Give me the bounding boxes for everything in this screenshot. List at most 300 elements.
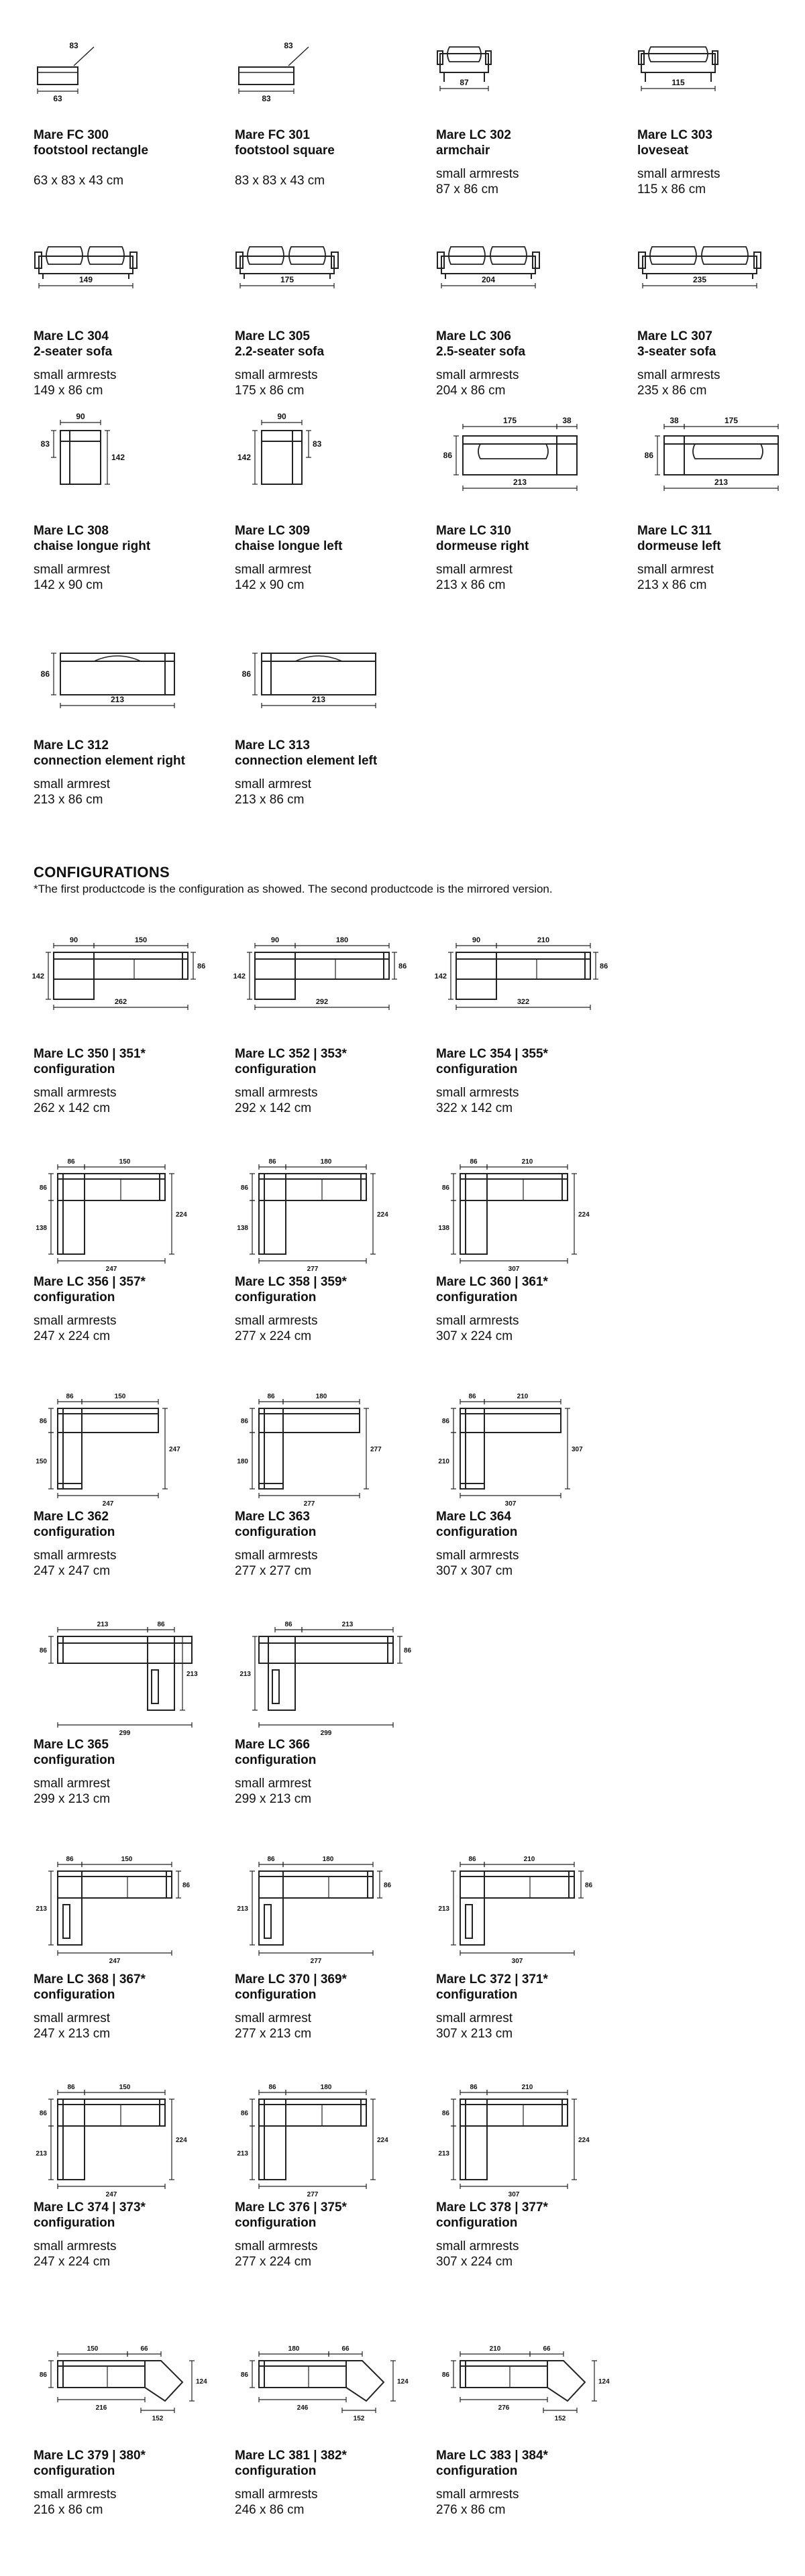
product-name: 2.2-seater sofa — [235, 345, 325, 359]
sofa-body — [39, 256, 133, 274]
technical-drawing — [436, 40, 610, 114]
drawing-svg — [235, 932, 416, 1033]
chaise-armrest — [262, 431, 302, 441]
sofa-outline — [255, 952, 389, 979]
technical-drawing — [34, 2341, 215, 2428]
dimension-label: 86 — [157, 1621, 165, 1628]
drawing-svg — [34, 241, 208, 315]
dimension-label: 224 — [176, 2137, 187, 2144]
product-code: Mare LC 302 — [436, 128, 511, 142]
dimension-label: 86 — [441, 1184, 449, 1192]
size-spec: 247 x 224 cm — [34, 1329, 111, 1343]
size-spec: 213 x 86 cm — [235, 793, 305, 807]
backrest — [58, 1174, 165, 1179]
drawing-svg — [235, 1616, 416, 1737]
dimension-label: 86 — [240, 1418, 248, 1425]
dimension-label: 83 — [284, 41, 293, 50]
dormeuse-outline — [463, 436, 577, 475]
backrest-side — [460, 2099, 466, 2180]
chaise-back — [292, 431, 302, 484]
product-name: configuration — [436, 1062, 518, 1076]
dimension-label: 86 — [39, 2371, 47, 2379]
drawing-svg — [436, 932, 617, 1033]
technical-drawing — [34, 932, 215, 1033]
dimension-label: 86 — [67, 1158, 75, 1166]
drawing-svg — [34, 1616, 215, 1737]
product-code: Mare LC 362 — [34, 1510, 109, 1524]
dimension-label: 152 — [152, 2415, 164, 2422]
dimension-label: 216 — [95, 2404, 107, 2412]
dimension-label: 86 — [240, 1184, 248, 1192]
product-code: Mare LC 312 — [34, 738, 109, 752]
sofa-outline — [54, 952, 188, 979]
product-caption — [235, 127, 416, 188]
size-spec: 307 x 213 cm — [436, 2027, 513, 2041]
sofa-outline — [460, 2361, 547, 2388]
product-code: Mare LC 350 | 351* — [34, 1047, 146, 1061]
product-code: Mare LC 381 | 382* — [235, 2449, 347, 2463]
product-name: chaise longue left — [235, 539, 343, 553]
product-name: configuration — [34, 1525, 115, 1539]
dimension-label: 180 — [288, 2345, 300, 2353]
product-name: footstool rectangle — [34, 144, 149, 158]
dimension-label: 307 — [572, 1446, 583, 1453]
sofa-top — [259, 1871, 373, 1898]
chaise-back — [60, 431, 70, 484]
armrest-spec: small armrests — [436, 167, 519, 181]
technical-drawing — [34, 1616, 215, 1737]
size-spec: 299 x 213 cm — [34, 1792, 111, 1806]
sofa-outline — [58, 2361, 145, 2388]
dimension-label: 86 — [600, 962, 608, 970]
dimension-label: 277 — [303, 1500, 315, 1508]
size-spec: 299 x 213 cm — [235, 1792, 312, 1806]
dimension-label: 180 — [320, 1158, 332, 1166]
configurations-note: *The first productcode is the configuration as showed. The second productcode is the mirrored version. — [34, 883, 553, 895]
technical-drawing — [34, 1388, 215, 1508]
product-name: configuration — [34, 1988, 115, 2002]
armrest-spec: small armrests — [436, 2239, 519, 2253]
product-caption — [235, 2200, 416, 2270]
dimension-label: 152 — [554, 2415, 566, 2422]
product-caption — [235, 1737, 416, 1807]
drawing-svg — [34, 2079, 215, 2198]
cushion — [693, 444, 763, 459]
dimension-label: 83 — [69, 41, 78, 50]
product-name: configuration — [436, 2464, 518, 2478]
product-code: Mare LC 356 | 357* — [34, 1275, 146, 1289]
product-code: Mare LC 366 — [235, 1738, 310, 1752]
dimension-label: 86 — [441, 2110, 449, 2117]
size-spec: 142 x 90 cm — [34, 578, 103, 592]
armrest — [585, 952, 590, 979]
dimension-label: 149 — [78, 275, 93, 284]
technical-drawing — [235, 2341, 416, 2428]
armrest-spec: small armrests — [235, 2239, 318, 2253]
dimension-label: 142 — [111, 453, 125, 462]
dimension-label: 224 — [578, 2137, 590, 2144]
backrest — [259, 1871, 373, 1877]
product-code: Mare FC 300 — [34, 128, 109, 142]
product-name: dormeuse left — [637, 539, 721, 553]
dimension-label: 86 — [470, 1158, 478, 1166]
sofa-side — [58, 1174, 85, 1254]
sofa-outline — [58, 1636, 192, 1663]
size-spec: 87 x 86 cm — [436, 182, 498, 197]
dimension-label: 63 — [53, 94, 62, 103]
product-name: configuration — [34, 2216, 115, 2230]
armrest — [58, 1483, 82, 1489]
size-spec: 216 x 86 cm — [34, 2503, 103, 2517]
backrest — [259, 2361, 346, 2366]
technical-drawing — [34, 40, 208, 114]
dimension-label: 210 — [517, 1393, 529, 1400]
product-caption — [34, 1509, 215, 1579]
armrest — [58, 1636, 63, 1663]
armrest-spec: small armrests — [34, 368, 117, 382]
armrest-spec: small armrest — [34, 1777, 111, 1791]
armrest — [460, 1483, 484, 1489]
backrest — [259, 1408, 360, 1414]
dimension-label: 86 — [398, 962, 407, 970]
dimension-label: 262 — [114, 998, 127, 1006]
technical-drawing — [436, 2341, 617, 2428]
backrest — [58, 1408, 158, 1414]
product-code: Mare LC 309 — [235, 524, 310, 538]
technical-drawing — [235, 40, 409, 114]
technical-drawing — [235, 1851, 416, 1965]
dimension-label: 124 — [397, 2378, 409, 2386]
product-caption — [235, 1509, 416, 1579]
dimension-label: 138 — [438, 1225, 449, 1232]
connection-arm — [165, 653, 174, 695]
angled-section — [346, 2361, 384, 2401]
product-name: configuration — [235, 1525, 317, 1539]
sofa-top — [460, 2099, 568, 2126]
backrest — [58, 1871, 172, 1877]
dimension-label: 213 — [714, 478, 729, 487]
product-caption — [637, 329, 805, 398]
dimension-label: 90 — [76, 412, 85, 421]
backrest — [460, 1871, 574, 1877]
armrest — [166, 1871, 172, 1898]
technical-drawing — [235, 644, 409, 724]
armrest-spec: small armrests — [34, 1086, 117, 1100]
size-spec: 292 x 142 cm — [235, 1101, 312, 1115]
armrest-spec: small armrest — [235, 777, 312, 791]
backrest — [460, 2361, 547, 2366]
dimension-label: 180 — [322, 1856, 334, 1863]
sofa-side — [460, 2099, 487, 2180]
dimension-label: 66 — [341, 2345, 350, 2353]
backrest-side — [259, 1408, 264, 1489]
dimension-label: 83 — [313, 439, 322, 449]
product-name: chaise longue right — [34, 539, 151, 553]
dimension-label: 86 — [268, 1158, 276, 1166]
size-spec: 262 x 142 cm — [34, 1101, 111, 1115]
drawing-svg — [436, 1388, 617, 1508]
drawing-svg — [235, 1154, 416, 1273]
dimension-label: 210 — [521, 2084, 533, 2091]
drawing-svg — [34, 644, 208, 724]
armrest-spec: small armrest — [637, 563, 714, 577]
product-name: connection element right — [34, 754, 185, 768]
dimension-label: 38 — [669, 416, 679, 425]
size-spec: 277 x 224 cm — [235, 2255, 312, 2269]
armrest-spec: small armrests — [637, 167, 720, 181]
product-code: Mare LC 308 — [34, 524, 109, 538]
dimension-label: 224 — [377, 2137, 388, 2144]
technical-drawing — [436, 932, 617, 1033]
dimension-label: 213 — [36, 2150, 47, 2158]
product-name: configuration — [235, 1290, 317, 1304]
dimension-label: 86 — [182, 1882, 191, 1889]
dimension-label: 138 — [36, 1225, 47, 1232]
dormeuse-outline — [664, 436, 778, 475]
dimension-label: 224 — [377, 1211, 388, 1219]
product-code: Mare LC 358 | 359* — [235, 1275, 347, 1289]
backrest-side — [58, 2099, 63, 2180]
size-spec: 213 x 86 cm — [436, 578, 506, 592]
product-caption — [436, 1274, 617, 1344]
product-caption — [436, 2448, 617, 2518]
drawing-svg — [34, 40, 208, 114]
product-caption — [34, 738, 215, 807]
size-spec: 322 x 142 cm — [436, 1101, 513, 1115]
drawing-svg — [34, 1851, 215, 1965]
dimension-label: 90 — [277, 412, 286, 421]
drawing-svg — [235, 1388, 416, 1508]
size-spec: 247 x 224 cm — [34, 2255, 111, 2269]
size-spec: 235 x 86 cm — [637, 384, 707, 398]
dimension-label: 180 — [315, 1393, 327, 1400]
armrest-spec: small armrest — [34, 777, 111, 791]
connection-back — [262, 653, 376, 661]
dimension-label: 142 — [32, 972, 44, 981]
dimension-label: 86 — [468, 1856, 476, 1863]
product-code: Mare LC 379 | 380* — [34, 2449, 146, 2463]
dimension-label: 204 — [481, 275, 496, 284]
cushion — [94, 656, 141, 661]
dimension-label: 247 — [105, 2191, 117, 2198]
size-spec: 63 x 83 x 43 cm — [34, 174, 124, 188]
dimension-label: 180 — [335, 936, 349, 944]
drawing-svg — [235, 241, 409, 315]
dimension-label: 83 — [262, 94, 271, 103]
dimension-label: 150 — [87, 2345, 99, 2353]
angled-section — [547, 2361, 585, 2401]
dimension-label: 213 — [239, 1671, 251, 1678]
armrest — [182, 952, 188, 979]
dimension-label: 86 — [240, 2110, 248, 2117]
dimension-label: 66 — [140, 2345, 148, 2353]
sofa-side — [460, 1408, 484, 1489]
dimension-label: 86 — [267, 1393, 275, 1400]
technical-drawing — [235, 932, 416, 1033]
product-caption — [436, 1972, 617, 2041]
drawing-svg — [436, 1851, 617, 1965]
product-caption — [34, 2448, 215, 2518]
product-code: Mare LC 378 | 377* — [436, 2200, 548, 2215]
dimension-label: 124 — [598, 2378, 610, 2386]
sofa-top — [259, 1174, 366, 1200]
dimension-label: 247 — [109, 1958, 121, 1965]
product-caption — [34, 523, 215, 593]
armrest — [160, 2099, 165, 2126]
product-name: configuration — [235, 1753, 317, 1767]
dimension-label: 124 — [196, 2378, 207, 2386]
sofa-top — [259, 1408, 360, 1433]
armrest-spec: small armrest — [235, 1777, 312, 1791]
backrest — [259, 2099, 366, 2105]
technical-drawing — [436, 416, 610, 510]
size-spec: 213 x 86 cm — [34, 793, 103, 807]
dimension-label: 86 — [39, 1647, 47, 1655]
size-spec: 83 x 83 x 43 cm — [235, 174, 325, 188]
drawing-svg — [235, 412, 409, 510]
product-name: configuration — [235, 1062, 317, 1076]
size-spec: 204 x 86 cm — [436, 384, 506, 398]
dimension-label: 86 — [384, 1882, 392, 1889]
product-code: Mare LC 383 | 384* — [436, 2449, 548, 2463]
dimension-label: 213 — [237, 1905, 248, 1913]
dimension-label: 83 — [40, 439, 50, 449]
size-spec: 247 x 247 cm — [34, 1564, 111, 1578]
dimension-label: 247 — [169, 1446, 180, 1453]
dimension-label: 224 — [176, 1211, 187, 1219]
product-name: 2-seater sofa — [34, 345, 113, 359]
dimension-label: 86 — [468, 1393, 476, 1400]
inner-arm — [63, 1905, 70, 1938]
product-code: Mare LC 304 — [34, 329, 109, 343]
dimension-label: 276 — [498, 2404, 510, 2412]
technical-drawing — [235, 1616, 416, 1737]
dimension-label: 86 — [585, 1882, 593, 1889]
armrest-spec: small armrest — [436, 563, 513, 577]
product-name: loveseat — [637, 144, 689, 158]
armrest-spec: small armrests — [34, 1549, 117, 1563]
product-name: configuration — [235, 2464, 317, 2478]
dimension-label: 86 — [268, 2084, 276, 2091]
dimension-label: 213 — [311, 695, 326, 704]
dimension-label: 247 — [102, 1500, 114, 1508]
size-spec: 307 x 224 cm — [436, 2255, 513, 2269]
cushion — [295, 656, 342, 661]
sofa-top — [58, 1871, 172, 1898]
product-caption — [235, 523, 416, 593]
sofa-body — [240, 256, 334, 274]
size-spec: 213 x 86 cm — [637, 578, 707, 592]
technical-drawing — [436, 241, 610, 315]
dimension-label: 142 — [237, 453, 251, 462]
product-caption — [235, 1972, 416, 2041]
backrest-side — [58, 1408, 63, 1489]
backrest — [255, 952, 389, 959]
dimension-label: 307 — [511, 1958, 523, 1965]
technical-drawing — [34, 241, 208, 315]
product-caption — [436, 329, 617, 398]
drawing-svg — [34, 1154, 215, 1273]
technical-drawing — [436, 1388, 617, 1508]
dimension-label: 86 — [197, 962, 206, 970]
product-name: dormeuse right — [436, 539, 529, 553]
sofa-side — [58, 2099, 85, 2180]
dimension-label: 277 — [370, 1446, 382, 1453]
product-code: Mare LC 360 | 361* — [436, 1275, 548, 1289]
product-code: Mare LC 352 | 353* — [235, 1047, 347, 1061]
dimension-label: 86 — [267, 1856, 275, 1863]
dimension-label: 175 — [502, 416, 517, 425]
dimension-label: 307 — [508, 2191, 520, 2198]
dimension-label: 213 — [110, 695, 125, 704]
dimension-label: 292 — [315, 998, 329, 1006]
product-name: 2.5-seater sofa — [436, 345, 526, 359]
connection-outline — [60, 653, 174, 695]
technical-drawing — [436, 1154, 617, 1273]
size-spec: 276 x 86 cm — [436, 2503, 506, 2517]
dimension-label: 90 — [472, 936, 481, 944]
armrest-spec: small armrests — [235, 1314, 318, 1328]
armrest — [460, 2361, 466, 2388]
sofa-top — [460, 1871, 574, 1898]
product-name: configuration — [34, 1062, 115, 1076]
product-caption — [34, 329, 215, 398]
armrest — [259, 1483, 283, 1489]
dimension-label: 138 — [237, 1225, 248, 1232]
drawing-svg — [436, 241, 610, 315]
backrest — [58, 2099, 165, 2105]
dimension-label: 66 — [543, 2345, 551, 2353]
backrest-side — [58, 1174, 63, 1254]
armrest-spec: small armrests — [34, 2239, 117, 2253]
dimension-label: 150 — [114, 1393, 126, 1400]
dimension-label: 213 — [186, 1671, 198, 1678]
sofa-body — [641, 54, 715, 72]
dormeuse-back — [664, 436, 778, 444]
drawing-svg — [235, 40, 409, 114]
drawing-svg — [436, 2079, 617, 2198]
sofa-body — [441, 256, 535, 274]
dimension-label: 152 — [353, 2415, 365, 2422]
dimension-label: 277 — [310, 1958, 322, 1965]
technical-drawing — [436, 1851, 617, 1965]
dimension-label: 90 — [270, 936, 280, 944]
dimension-label: 175 — [280, 275, 294, 284]
size-spec: 175 x 86 cm — [235, 384, 305, 398]
product-code: Mare LC 376 | 375* — [235, 2200, 347, 2215]
product-name: configuration — [235, 2216, 317, 2230]
sofa-top — [460, 1408, 561, 1433]
dimension-label: 115 — [672, 78, 685, 87]
dimension-label: 175 — [724, 416, 739, 425]
armrest-spec: small armrests — [436, 1314, 519, 1328]
inner-arm — [264, 1905, 271, 1938]
sofa-top — [58, 1408, 158, 1433]
technical-drawing — [34, 412, 208, 510]
sofa-side — [259, 1408, 283, 1489]
sofa-body — [643, 256, 757, 274]
backrest-side — [259, 2099, 264, 2180]
configurations-heading: CONFIGURATIONS — [34, 864, 170, 881]
dimension-label: 150 — [36, 1458, 47, 1465]
technical-drawing — [235, 241, 409, 315]
dimension-label: 90 — [69, 936, 78, 944]
armrest — [388, 1636, 393, 1663]
technical-drawing — [235, 1388, 416, 1508]
drawing-svg — [34, 2341, 215, 2428]
dimension-label: 213 — [36, 1905, 47, 1913]
drawing-svg — [436, 40, 610, 114]
